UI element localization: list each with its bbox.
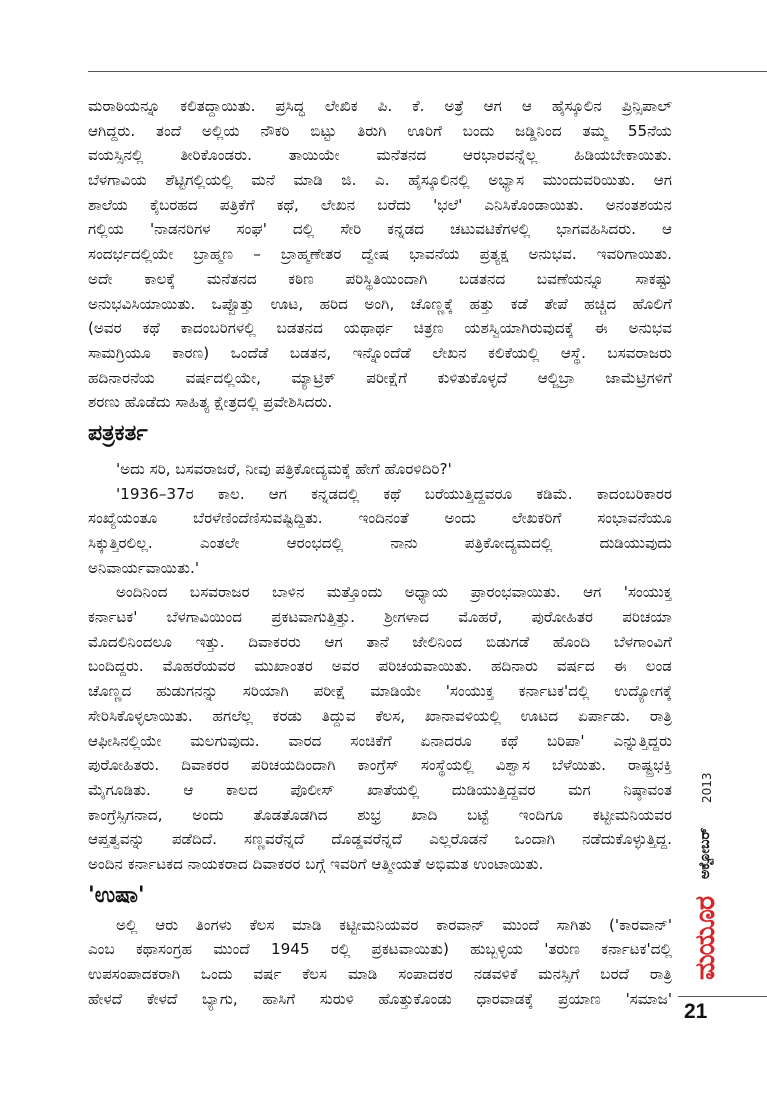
text-line: ಅಲ್ಲಿ ಆರು ತಿಂಗಳು ಕೆಲಸ ಮಾಡಿ ಕಟ್ಟೀಮನಿಯವರ ಕಾರವಾನ್ ಮುಂದೆ ಸಾಗಿತು ('ಕಾರವಾನ್' xyxy=(116,915,672,934)
text-line: ಬೆಳಗಾವಿಯ ಶೆಟ್ಟಿಗಲ್ಲಿಯಲ್ಲಿ ಮನೆ ಮಾಡಿ ಜಿ. ಎ. ಹೈಸ್ಕೂಲಿನಲ್ಲಿ ಅಭ್ಯಾಸ ಮುಂದುವರಿಯಿತು. ಆಗ xyxy=(88,171,672,190)
text-line: ಆಗಿದ್ದರು. ತಂದೆ ಅಲ್ಲಿಯ ನೌಕರಿ ಬಿಟ್ಟು ತಿರುಗಿ ಊರಿಗೆ ಬಂದು ಜಡ್ಡಿನಿಂದ ತಮ್ಮ 55ನೆಯ xyxy=(88,121,672,140)
text-line: ಆಫೀಸಿನಲ್ಲಿಯೇ ಮಲಗುವುದು. ವಾರದ ಸಂಚಿಕೆಗೆ ಏನಾದರೂ ಕಥೆ ಬರಿಪಾ' ಎನ್ನುತ್ತಿದ್ದರು xyxy=(88,731,672,750)
text-line: ಉಪಸಂಪಾದಕರಾಗಿ ಒಂದು ವರ್ಷ ಕೆಲಸ ಮಾಡಿ ಸಂಪಾದಕರ ನಡವಳಿಕೆ ಮನಸ್ಸಿಗೆ ಬರದೆ ರಾತ್ರಿ xyxy=(88,965,672,983)
text-line: ಹೇಳದೆ ಕೇಳದೆ ಬ್ಯಾಗು, ಹಾಸಿಗೆ ಸುರುಳಿ ಹೊತ್ತುಕೊಂಡು ಧಾರವಾಡಕ್ಕೆ ಪ್ರಯಾಣ 'ಸಮಾಜ' xyxy=(88,989,672,1008)
text-line: ಗಲ್ಲಿಯ 'ನಾಡನರಿಗಳ ಸಂಘ' ದಲ್ಲಿ ಸೇರಿ ಕನ್ನಡದ ಚಟುವಟಿಕೆಗಳಲ್ಲಿ ಭಾಗವಹಿಸಿದರು. ಆ xyxy=(88,220,672,239)
article-body xyxy=(88,94,672,1011)
text-line: ಎಂಬ ಕಥಾಸಂಗ್ರಹ ಮುಂದೆ 1945 ರಲ್ಲಿ ಪ್ರಕಟವಾಯಿತು) ಹುಬ್ಬಳ್ಳಿಯ 'ತರುಣ ಕರ್ನಾಟಕ'ದಲ್ಲಿ xyxy=(88,940,672,959)
text-line: ಅನುಭವಿಸಿಯಾಯಿತು. ಒಪ್ಪೊತ್ತು ಊಟ, ಹರಿದ ಅಂಗಿ, ಚೊಣ್ಣಕ್ಕೆ ಹತ್ತು ಕಡೆ ತೇಪೆ ಹಚ್ಚಿದ ಹೊಲಿಗೆ xyxy=(88,294,672,313)
text-line: ವಯಸ್ಸಿನಲ್ಲಿ ತೀರಿಕೊಂಡರು. ತಾಯಿಯೇ ಮನೆತನದ ಆರಭಾರವನ್ನೆಲ್ಲ ಹಿಡಿಯಬೇಕಾಯಿತು. xyxy=(88,146,672,165)
text-line: ಅಂದಿನಿಂದ ಬಸವರಾಜರ ಬಾಳಿನ ಮತ್ತೊಂದು ಅಧ್ಯಾಯ ಪ್ರಾರಂಭವಾಯಿತು. ಆಗ 'ಸಂಯುಕ್ತ xyxy=(116,583,672,602)
text-line: ಅದೇ ಕಾಲಕ್ಕೆ ಮನೆತನದ ಕಠಿಣ ಪರಿಸ್ಥಿತಿಯಿಂದಾಗಿ ಬಡತನದ ಬವಣೆಯನ್ನೂ ಸಾಕಷ್ಟು xyxy=(88,269,672,288)
text-line: ಅಂದಿನ ಕರ್ನಾಟಕದ ನಾಯಕರಾದ ದಿವಾಕರರ ಬಗ್ಗೆ ಇವರಿಗೆ ಆತ್ಮೀಯತೆ ಅಭಿಮತ ಉಂಟಾಯಿತು. xyxy=(88,854,544,873)
text-line: ಶರಣು ಹೊಡೆದು ಸಾಹಿತ್ಯ ಕ್ಷೇತ್ರದಲ್ಲಿ ಪ್ರವೇಶಿಸಿದರು. xyxy=(88,393,333,412)
page-number: 21 xyxy=(684,1000,708,1023)
intro-paragraph xyxy=(88,94,672,415)
section-heading-journalist: ಪತ್ರಕರ್ತ xyxy=(88,420,148,446)
section-heading-usha: 'ಉಷಾ' xyxy=(88,882,145,908)
text-line: ಚೊಣ್ಣದ ಹುಡುಗನನ್ನು ಸರಿಯಾಗಿ ಪರೀಕ್ಷೆ ಮಾಡಿಯೇ 'ಸಂಯುಕ್ತ ಕರ್ನಾಟಕ'ದಲ್ಲಿ ಉದ್ಯೋಗಕ್ಕೆ xyxy=(88,682,672,701)
text-line: ಹದಿನಾರನೆಯ ವರ್ಷದಲ್ಲಿಯೇ, ಮ್ಯಾಟ್ರಿಕ್ ಪರೀಕ್ಷೆಗೆ ಕುಳಿತುಕೊಳ್ಳದೆ ಆಲ್ಜಿಬ್ರಾ ಜಾಮೆಟ್ರಿಗಳಿಗೆ xyxy=(88,368,672,387)
text-line: ಮೈಗೂಡಿತು. ಆ ಕಾಲದ ಪೊಲೀಸ್ ಖಾತೆಯಲ್ಲಿ ದುಡಿಯುತ್ತಿದ್ದವರ ಮಗ ನಿಷ್ಠಾವಂತ xyxy=(88,780,672,799)
magazine-logo: ಮಯೂರ xyxy=(690,896,721,980)
text-line: ಕಾಂಗ್ರೆಸ್ಸಿಗನಾದ, ಅಂದು ತೊಡತೊಡಗಿದ ಶುಭ್ರ ಖಾದಿ ಬಟ್ಟೆ ಇಂದಿಗೂ ಕಟ್ಟೀಮನಿಯವರ xyxy=(88,805,672,824)
text-line: (ಅವರ ಕಥೆ ಕಾದಂಬರಿಗಳಲ್ಲಿ ಬಡತನದ ಯಥಾರ್ಥ ಚಿತ್ರಣ ಯಶಸ್ವಿಯಾಗಿರುವುದಕ್ಕೆ ಈ ಅನುಭವ xyxy=(88,319,672,338)
text-line: ಪುರೋಹಿತರು. ದಿವಾಕರರ ಪರಿಚಯದಿಂದಾಗಿ ಕಾಂಗ್ರೆಸ್ ಸಂಸ್ಥೆಯಲ್ಲಿ ವಿಶ್ವಾಸ ಬೆಳೆಯಿತು. ರಾಷ್ಟ್ರಭಕ್ತಿ xyxy=(88,756,672,775)
text-line: ಸೇರಿಸಿಕೊಳ್ಳಲಾಯಿತು. ಹಗಲೆಲ್ಲ ಕರಡು ತಿದ್ದುವ ಕೆಲಸ, ಖಾನಾವಳಿಯಲ್ಲಿ ಊಟದ ಏರ್ಪಾಡು. ರಾತ್ರಿ xyxy=(88,706,672,725)
text-line: ಮರಾಠಿಯನ್ನೂ ಕಲಿತದ್ದಾಯಿತು. ಪ್ರಸಿದ್ಧ ಲೇಖಿಕ ಪಿ. ಕೆ. ಅತ್ರೆ ಆಗ ಆ ಹೈಸ್ಕೂಲಿನ ಪ್ರಿನ್ಸಿಪಾಲ್ xyxy=(88,97,672,115)
footer-rule xyxy=(678,996,767,997)
text-line: ಅನಿವಾರ್ಯವಾಯಿತು.' xyxy=(88,558,200,577)
text-line: ಸಿಕ್ಕುತ್ತಿರಲಿಲ್ಲ. ಎಂತಲೇ ಆರಂಭದಲ್ಲಿ ನಾನು ಪತ್ರಿಕೋದ್ಯಮದಲ್ಲಿ ದುಡಿಯುವುದು xyxy=(88,534,672,552)
text-line: ಕರ್ನಾಟಕ' ಬೆಳಗಾವಿಯಿಂದ ಪ್ರಕಟವಾಗುತ್ತಿತ್ತು. ಶ್ರೀಗಳಾದ ಮೊಹರೆ, ಪುರೋಹಿತರ ಪರಿಚಯಾ xyxy=(88,608,672,627)
issue-year: 2013 xyxy=(700,772,714,804)
journalist-paragraphs xyxy=(88,457,672,877)
text-line: ಮೊದಲಿನಿಂದಲೂ ಇತ್ತು. ದಿವಾಕರರು ಆಗ ತಾನೆ ಜೇಲಿನಿಂದ ಬಿಡುಗಡೆ ಹೊಂದಿ ಬೆಳಗಾಂವಿಗೆ xyxy=(88,632,672,651)
text-line: ಸಾಮಗ್ರಿಯೂ ಕಾರಣ) ಒಂದೆಡೆ ಬಡತನ, ಇನ್ನೊಂದೆಡೆ ಲೇಖನ ಕಲಿಕೆಯಲ್ಲಿ ಆಸ್ಥೆ. ಬಸವರಾಜರು xyxy=(88,343,672,362)
text-line: '1936–37ರ ಕಾಲ. ಆಗ ಕನ್ನಡದಲ್ಲಿ ಕಥೆ ಬರೆಯುತ್ತಿದ್ದವರೂ ಕಡಿಮೆ. ಕಾದಂಬರಿಕಾರರ xyxy=(116,484,672,503)
text-line: ಶಾಲೆಯ ಕೈಬರಹದ ಪತ್ರಿಕೆಗೆ ಕಥೆ, ಲೇಖನ ಬರೆದು 'ಭಲೆ' ಎನಿಸಿಕೊಂಡಾಯಿತು. ಅನಂತಶಯನ xyxy=(88,195,672,214)
usha-paragraph xyxy=(88,913,672,1012)
text-line: ಸಂದರ್ಭದಲ್ಲಿಯೇ ಬ್ರಾಹ್ಮಣ – ಬ್ರಾಹ್ಮಣೇತರ ದ್ವೇಷ ಭಾವನೆಯ ಪ್ರತ್ಯಕ್ಷ ಅನುಭವ. ಇವರಿಗಾಯಿತು. xyxy=(88,245,672,264)
text-line: ಬಂದಿದ್ದರು. ಮೊಹರೆಯವರ ಮುಖಾಂತರ ಅವರ ಪರಿಚಯವಾಯಿತು. ಹದಿನಾರು ವರ್ಷದ ಈ ಲಂಡ xyxy=(88,657,672,676)
text-line: ಸಂಖ್ಯೆಯಂತೂ ಬೆರಳೆಣಿಂದೆಣಿಸುವಷ್ಟಿದ್ದಿತು. ಇಂದಿನಂತೆ ಅಂದು ಲೇಖಕರಿಗೆ ಸಂಭಾವನೆಯೂ xyxy=(88,509,672,528)
top-rule xyxy=(88,71,767,72)
text-line: ಆಪ್ತತ್ವವನ್ನು ಪಡೆದಿದೆ. ಸಣ್ಣವರೆನ್ನದೆ ದೊಡ್ಡವರೆನ್ನದೆ ಎಲ್ಲರೊಡನೆ ಒಂದಾಗಿ ನಡೆದುಕೊಳ್ಳುತ್ತಿದ್ದ. xyxy=(88,830,672,849)
issue-month: ಅಕ್ಟೋಬರ್ xyxy=(697,827,713,879)
text-line: 'ಅದು ಸರಿ, ಬಸವರಾಜರೆ, ನೀವು ಪತ್ರಿಕೋದ್ಯಮಕ್ಕೆ ಹೇಗೆ ಹೊರಳಿದಿರಿ?' xyxy=(116,459,452,478)
